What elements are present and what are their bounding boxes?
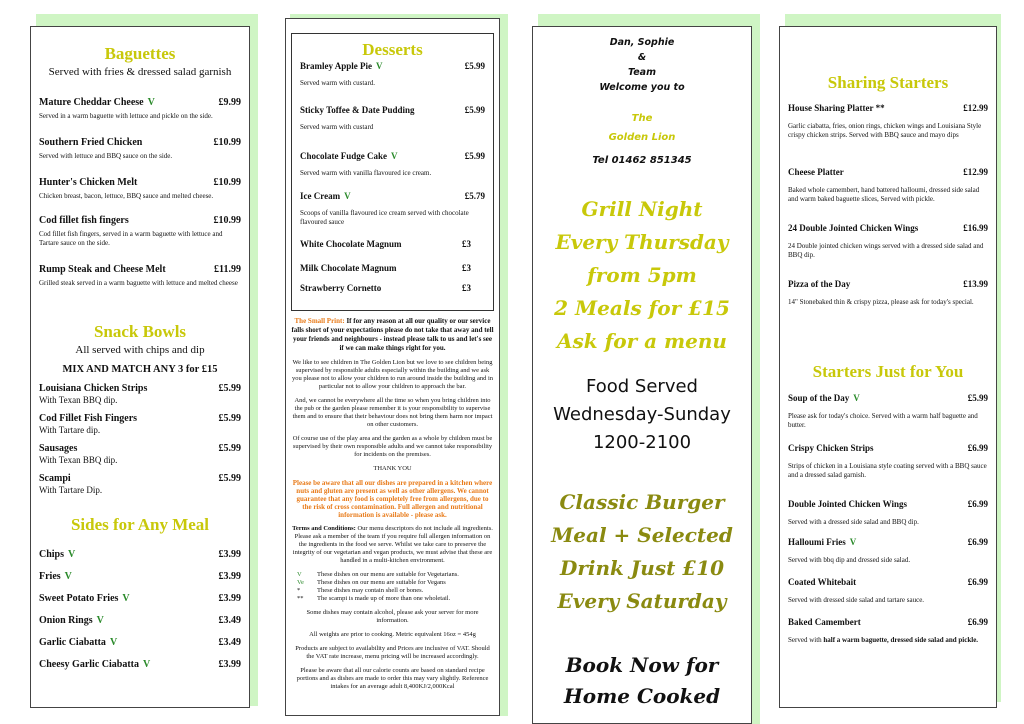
menu-item	[788, 393, 988, 443]
sharing-starters-title: Sharing Starters	[827, 73, 949, 92]
welcome-line: Dan, Sophie	[609, 37, 675, 48]
promo-line: Ask for a menu	[557, 329, 727, 353]
item-price: £5.99	[218, 473, 241, 484]
menu-item	[39, 383, 241, 413]
vegetarian-badge: V	[143, 659, 151, 670]
item-desc: Served with dressed side salad and tartare sauce.	[788, 596, 925, 604]
item-price: £5.99	[464, 61, 485, 71]
pub-name-line: Golden Lion	[608, 132, 676, 143]
item-name: Southern Fried Chicken	[39, 137, 143, 148]
vegetarian-badge: V	[96, 615, 104, 626]
item-price: £10.99	[213, 137, 241, 148]
item-price: £5.99	[218, 413, 241, 424]
book-line: Book Now for	[565, 653, 719, 677]
item-price: £3	[462, 283, 471, 293]
item-price: £3	[462, 239, 471, 249]
panel-starters	[779, 26, 997, 708]
item-desc: Garlic ciabatta, fries, onion rings, chicken wings and Louisiana Style crispy chicken strips. Served with BBQ sauce and mayo dips	[788, 122, 982, 139]
key-symbol: *	[297, 587, 301, 594]
item-price: £12.99	[963, 103, 988, 113]
sharing-list	[788, 103, 988, 327]
vegetarian-badge: V	[64, 571, 72, 582]
item-name: Hunter's Chicken Melt	[39, 177, 138, 188]
item-price: £5.99	[967, 393, 988, 403]
menu-item	[788, 443, 988, 499]
item-price: £3.49	[218, 637, 241, 648]
menu-item	[39, 215, 241, 264]
item-price: £5.99	[218, 383, 241, 394]
menu-item	[300, 233, 485, 257]
menu-item	[300, 95, 485, 143]
starters-list	[788, 393, 988, 657]
mix-and-match: MIX AND MATCH ANY 3 for £15	[62, 364, 218, 375]
item-price: £6.99	[967, 617, 988, 627]
promo-line: Every Saturday	[557, 589, 727, 613]
menu-item	[39, 571, 241, 593]
item-price: £6.99	[967, 499, 988, 509]
small-print-label: The Small Print:	[294, 317, 345, 325]
key-text: These dishes on our menu are suitable for Vegetarians.	[317, 571, 459, 578]
terms-label: Terms and Conditions:	[292, 525, 356, 532]
key-text: The scampi is made up of more than one wholetail.	[317, 595, 451, 602]
item-name: Cod Fillet Fish Fingers	[39, 413, 138, 424]
item-price: £3.99	[218, 571, 241, 582]
item-price: £5.79	[464, 191, 485, 201]
item-desc: With Tartare dip.	[39, 425, 101, 435]
item-desc: With Tartare Dip.	[39, 485, 103, 495]
item-name: Sticky Toffee & Date Pudding	[300, 105, 415, 115]
pub-name	[541, 109, 743, 147]
item-name: Rump Steak and Cheese Melt	[39, 264, 166, 275]
thank-you: THANK YOU	[373, 465, 412, 472]
key-symbol: **	[297, 595, 304, 602]
starters-title: Starters Just for You	[812, 362, 964, 381]
item-name: Scampi	[39, 473, 71, 484]
telephone: Tel 01462 851345	[592, 155, 692, 166]
children-policy-1: We like to see children in The Golden Lion but we love to see children being supervised by responsible adults especially within the building and we ask you please not to allow your children to run around inside the building and in particular not to allow your children to approach the bar.	[291, 359, 494, 390]
promo-line: Every Thursday	[555, 230, 729, 254]
menu-item	[788, 499, 988, 537]
item-price: £5.99	[464, 105, 485, 115]
vegetarian-badge: V	[853, 393, 860, 403]
item-name: Crispy Chicken Strips	[788, 443, 874, 453]
item-name: Mature Cheddar Cheese	[39, 97, 144, 108]
item-name: Coated Whitebait	[788, 577, 857, 587]
item-desc: Served with bbq dip and dressed side salad.	[788, 556, 911, 564]
item-price: £12.99	[963, 167, 988, 177]
opening-hours	[541, 373, 743, 457]
desserts-title: Desserts	[362, 40, 423, 59]
children-policy-3: Of course use of the play area and the garden as a whole by children must be supervised by their own responsible adults and we cannot take responsibility for incidents on the premises.	[292, 435, 493, 458]
menu-item	[39, 264, 241, 304]
item-price: £10.99	[213, 215, 241, 226]
promo-line: Drink Just £10	[559, 556, 725, 580]
menu-item	[300, 185, 485, 233]
snack-list	[39, 383, 241, 503]
menu-item	[39, 615, 241, 637]
promo-line: Meal + Selected	[551, 523, 733, 547]
item-desc: 14" Stonebaked thin & crispy pizza, please ask for today's special.	[788, 298, 974, 306]
item-desc: Chicken breast, bacon, lettuce, BBQ sauce and melted cheese.	[39, 192, 214, 200]
snack-bowls-subtitle: All served with chips and dip	[75, 344, 205, 356]
item-desc: Served in a warm baguette with lettuce and pickle on the side.	[39, 112, 213, 120]
item-name: Soup of the Day	[788, 393, 850, 403]
baguettes-list	[39, 97, 241, 304]
item-name: Sausages	[39, 443, 78, 454]
item-desc: Cod fillet fish fingers, served in a warm baguette with lettuce and Tartare sauce on the side.	[39, 230, 223, 247]
item-desc: Served warm with custard.	[300, 79, 376, 87]
promo-line: 2 Meals for £15	[554, 296, 730, 320]
item-desc: Served with lettuce and BBQ sauce on the side.	[39, 152, 173, 160]
menu-item	[39, 413, 241, 443]
dietary-key	[291, 571, 494, 603]
item-price: £3.49	[218, 615, 241, 626]
item-name: Halloumi Fries	[788, 537, 846, 547]
key-text: These dishes on our menu are suitable for Vegans	[317, 579, 446, 586]
item-price: £5.99	[464, 151, 485, 161]
item-price: £11.99	[214, 264, 241, 275]
item-desc: Strips of chicken in a Louisiana style coating served with a BBQ sauce and a dressed salad garnish.	[788, 462, 987, 479]
vegetarian-badge: V	[344, 191, 351, 201]
allergen-warning: Please be aware that all our dishes are prepared in a kitchen where nuts and gluten are present as well as other allergens. We cannot guarantee that any food is completely free from allergens, due to the risk of cross contamination. Full allergen and nutritional information is available - please ask.	[292, 479, 493, 519]
menu-item	[788, 103, 988, 159]
menu-item	[39, 593, 241, 615]
vegetarian-badge: V	[391, 151, 398, 161]
item-desc: Served with	[788, 636, 824, 644]
item-name: Pizza of the Day	[788, 279, 851, 289]
item-price: £16.99	[963, 223, 988, 233]
item-price: £9.99	[218, 97, 241, 108]
item-price: £3.99	[218, 659, 241, 670]
baguettes-title: Baguettes	[104, 44, 176, 63]
item-name: Louisiana Chicken Strips	[39, 383, 148, 394]
menu-item	[788, 271, 988, 327]
key-symbol: V	[297, 571, 302, 578]
vegetarian-badge: V	[849, 537, 857, 547]
vegetarian-badge: V	[376, 61, 383, 71]
item-desc: Grilled steak served in a warm baguette with lettuce and melted cheese	[39, 279, 238, 287]
vegetarian-badge: V	[147, 97, 155, 108]
vegetarian-badge: V	[122, 593, 130, 604]
item-price: £5.99	[218, 443, 241, 454]
menu-item	[39, 659, 241, 681]
calories-note: Please be aware that all our calorie counts are based on standard recipe portions and as dishes are made to order this may vary slightly. Reference intakes for an average adult 8,400KJ/2,000Kcal	[296, 667, 489, 690]
item-name: White Chocolate Magnum	[300, 239, 402, 249]
item-name: Bramley Apple Pie	[300, 61, 372, 71]
item-name: Chips	[39, 549, 65, 560]
promo-line: Classic Burger	[559, 490, 725, 514]
vat-note: Products are subject to availability and Prices are inclusive of VAT. Should the VAT rate increase, menu pricing will be increased accordingly.	[295, 645, 490, 660]
menu-item	[788, 577, 988, 617]
item-price: £10.99	[213, 177, 241, 188]
panel-baguettes-snacks-sides	[30, 26, 250, 708]
hours-line: Wednesday-Sunday	[553, 404, 731, 425]
item-name: House Sharing Platter **	[788, 103, 885, 113]
item-name: 24 Double Jointed Chicken Wings	[788, 223, 919, 233]
item-name: Onion Rings	[39, 615, 93, 626]
panel-front-cover	[532, 26, 752, 724]
snack-bowls-title: Snack Bowls	[93, 322, 187, 341]
item-desc: Please ask for today's choice. Served with a warm half baguette and butter.	[788, 412, 978, 429]
menu-item	[788, 159, 988, 215]
menu-item	[300, 277, 485, 297]
vegetarian-badge: V	[68, 549, 76, 560]
alcohol-note: Some dishes may contain alcohol, please ask your server for more information.	[306, 609, 479, 624]
menu-item	[39, 177, 241, 215]
item-price: £6.99	[967, 537, 988, 547]
item-name: Fries	[39, 571, 61, 582]
welcome-block	[541, 35, 743, 95]
desserts-box	[291, 33, 494, 311]
item-desc-bold: half a warm baguette, dressed side salad and pickle.	[823, 636, 979, 644]
small-print-intro: If for any reason at all our quality or our service falls short of your expectations please do not take that away and tell your friends and neighbours - instead please talk to us and let's see if we can make things right for you.	[291, 317, 494, 352]
vegetarian-badge: V	[109, 637, 118, 648]
menu-item	[788, 537, 988, 577]
item-name: Strawberry Cornetto	[300, 283, 382, 293]
key-symbol: Ve	[297, 579, 304, 586]
menu-item	[39, 97, 241, 137]
welcome-line: Team	[627, 67, 656, 78]
promo-line: Grill Night	[581, 197, 703, 221]
item-name: Cheese Platter	[788, 167, 844, 177]
item-name: Milk Chocolate Magnum	[300, 263, 397, 273]
burger-promo	[541, 486, 743, 618]
item-desc: Served warm with vanilla flavoured ice cream.	[300, 169, 432, 177]
sides-list	[39, 549, 241, 681]
panel-desserts-small-print	[285, 18, 500, 716]
item-name: Ice Cream	[300, 191, 341, 201]
menu-item	[300, 61, 485, 95]
item-name: Garlic Ciabatta	[39, 637, 106, 648]
hours-line: 1200-2100	[592, 432, 692, 453]
weights-note: All weights are prior to cooking. Metric equivalent 16oz = 454g	[309, 631, 476, 638]
item-name: Cheesy Garlic Ciabatta	[39, 659, 139, 670]
item-name: Double Jointed Chicken Wings	[788, 499, 907, 509]
book-line: Home Cooked	[563, 684, 721, 708]
menu-item	[39, 637, 241, 659]
sides-title: Sides for Any Meal	[70, 515, 210, 534]
menu-item	[39, 473, 241, 503]
menu-item	[39, 549, 241, 571]
menu-item	[788, 215, 988, 271]
terms-text: Our menu descriptors do not include all ingredients. Please ask a member of the team if you require full allergen information on the ingredients in the food we serve. Whilst we take care to preserve the integrity of our vegetarian and vegan products, we must advise that these are handled in a multi-kitchen environment.	[292, 525, 493, 564]
hours-line: Food Served	[586, 376, 698, 397]
item-desc: Scoops of vanilla flavoured ice cream served with chocolate flavoured sauce	[300, 209, 469, 226]
menu-item	[300, 143, 485, 185]
item-price: £6.99	[967, 443, 988, 453]
small-print	[291, 317, 494, 691]
welcome-line: &	[637, 52, 647, 63]
item-desc: Served warm with custard	[300, 123, 374, 131]
item-price: £3.99	[218, 593, 241, 604]
item-desc: Served with a dressed side salad and BBQ dip.	[788, 518, 919, 526]
menu-item	[39, 443, 241, 473]
grill-night-promo	[541, 193, 743, 358]
item-name: Chocolate Fudge Cake	[300, 151, 387, 161]
baguettes-subtitle: Served with fries & dressed salad garnish	[48, 66, 232, 78]
book-now	[541, 650, 743, 712]
item-price: £3	[462, 263, 471, 273]
menu-item	[788, 617, 988, 657]
item-desc: With Texan BBQ dip.	[39, 395, 118, 405]
item-name: Cod fillet fish fingers	[39, 215, 129, 226]
item-name: Sweet Potato Fries	[39, 593, 119, 604]
item-desc: Baked whole camembert, hand battered halloumi, dressed side salad and warm baked baguette slices, Served with pickle.	[788, 186, 980, 203]
item-price: £3.99	[218, 549, 241, 560]
children-policy-2: And, we cannot be everywhere all the time so when you bring children into the pub or the garden please remember it is your responsibility to supervise them and to ensure that their behaviour does not bring them harm nor impact on other customers.	[292, 397, 493, 428]
menu-item	[39, 137, 241, 177]
item-name: Baked Camembert	[788, 617, 861, 627]
menu-item	[300, 257, 485, 277]
key-text: These dishes may contain shell or bones.	[317, 587, 424, 594]
item-price: £13.99	[963, 279, 988, 289]
pub-name-line: The	[631, 113, 653, 124]
item-desc: 24 Double jointed chicken wings served with a dressed side salad and BBQ dip.	[788, 242, 984, 259]
item-desc: With Texan BBQ dip.	[39, 455, 118, 465]
promo-line: from 5pm	[587, 263, 697, 287]
item-price: £6.99	[967, 577, 988, 587]
welcome-line: Welcome you to	[599, 82, 685, 93]
